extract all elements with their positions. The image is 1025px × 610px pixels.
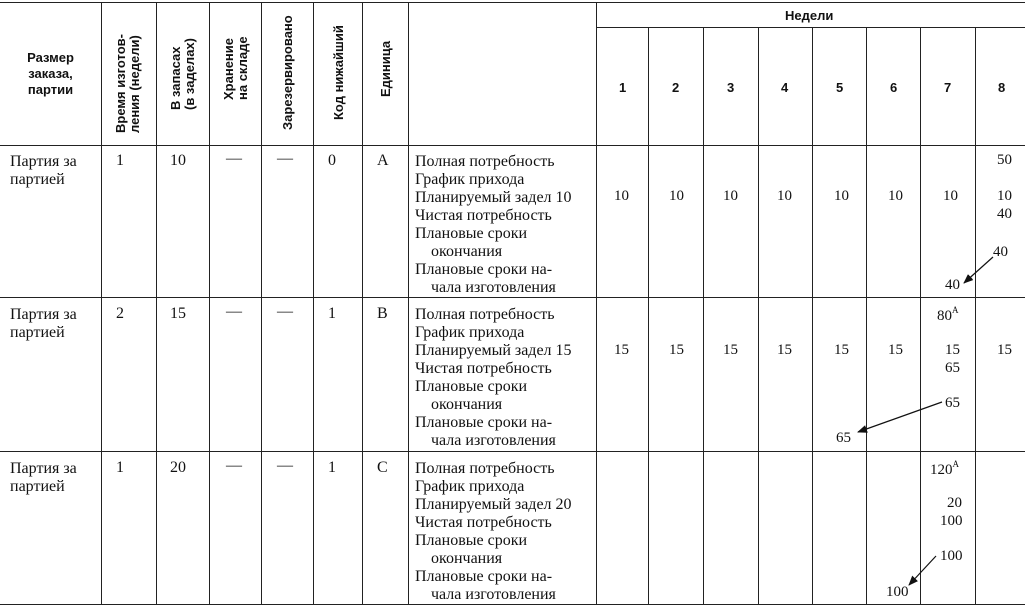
week-8: 8 <box>998 80 1006 95</box>
a-gross-w8: 50 <box>997 152 1012 168</box>
order-size-c: Партия за партией <box>10 460 77 495</box>
reserved-c: — <box>277 457 293 474</box>
c-net-w7: 100 <box>940 513 963 529</box>
a-planned-w1: 10 <box>614 188 629 204</box>
a-release-end-w8: 40 <box>993 244 1008 260</box>
a-planned-w5: 10 <box>834 188 849 204</box>
week-7: 7 <box>944 80 952 95</box>
b-planned-w5: 15 <box>834 342 849 358</box>
order-size-b: Партия за партией <box>10 306 77 341</box>
arrow-c <box>909 556 936 585</box>
storage-c: — <box>226 457 242 474</box>
c-gross-w7: $120^A$ <box>930 459 959 478</box>
b-planned-w3: 15 <box>723 342 738 358</box>
b-planned-w1: 15 <box>614 342 629 358</box>
a-planned-w6: 10 <box>888 188 903 204</box>
a-planned-w2: 10 <box>669 188 684 204</box>
c-gross-superscript: A <box>952 459 959 469</box>
a-net-w8: 40 <box>997 206 1012 222</box>
labels-a: Полная потребность График прихода Планируемый задел 10 Чистая потребность Плановые сроки окончания Плановые сроки на- чала изготовления <box>415 153 572 296</box>
stock-b: 15 <box>170 305 186 322</box>
in-stock-header: В запасах (в заделах) <box>168 38 197 110</box>
reserved-header: Зарезервировано <box>280 15 295 130</box>
a-planned-w3: 10 <box>723 188 738 204</box>
b-net-w7: 65 <box>945 360 960 376</box>
code-c: 1 <box>328 459 336 476</box>
labels-b: Полная потребность График прихода Планируемый задел 15 Чистая потребность Плановые сроки окончания Плановые сроки на- чала изготовления <box>415 306 572 449</box>
unit-header: Единица <box>378 40 393 97</box>
week-4: 4 <box>781 80 789 95</box>
b-start-w5: 65 <box>836 430 851 446</box>
a-planned-w8: 10 <box>997 188 1012 204</box>
lead-time-c: 1 <box>116 459 124 476</box>
week-5: 5 <box>836 80 844 95</box>
b-planned-w8: 15 <box>997 342 1012 358</box>
low-code-header: Код нижайший <box>331 25 346 120</box>
week-3: 3 <box>727 80 735 95</box>
arrow-b <box>858 402 942 432</box>
reserved-a: — <box>277 150 293 167</box>
arrow-a <box>964 257 993 283</box>
b-release-end-w7: 65 <box>945 395 960 411</box>
stock-c: 20 <box>170 459 186 476</box>
code-a: 0 <box>328 152 336 169</box>
unit-c: C <box>377 459 388 476</box>
week-6: 6 <box>890 80 898 95</box>
unit-a: A <box>377 152 389 169</box>
lead-time-b: 2 <box>116 305 124 322</box>
unit-b: B <box>377 305 388 322</box>
c-planned-w7: 20 <box>947 495 962 511</box>
a-planned-w4: 10 <box>777 188 792 204</box>
code-b: 1 <box>328 305 336 322</box>
week-2: 2 <box>672 80 680 95</box>
week-1: 1 <box>619 80 627 95</box>
storage-header: Хранение на складе <box>221 36 250 100</box>
weeks-title: Недели <box>785 8 834 23</box>
b-gross-w7: $80^A$ <box>937 305 959 324</box>
b-planned-w2: 15 <box>669 342 684 358</box>
order-size-header: Размер заказа, партии <box>27 50 74 97</box>
order-size-a: Партия за партией <box>10 153 77 188</box>
storage-b: — <box>226 303 242 320</box>
a-planned-w7: 10 <box>943 188 958 204</box>
c-start-w6: 100 <box>886 584 909 600</box>
c-release-end-w7: 100 <box>940 548 963 564</box>
lead-time-a: 1 <box>116 152 124 169</box>
b-planned-w6: 15 <box>888 342 903 358</box>
reserved-b: — <box>277 303 293 320</box>
lead-time-header: Время изготов- ления (недели) <box>113 34 142 133</box>
b-planned-w4: 15 <box>777 342 792 358</box>
b-planned-w7: 15 <box>945 342 960 358</box>
stock-a: 10 <box>170 152 186 169</box>
a-start-w7: 40 <box>945 277 960 293</box>
storage-a: — <box>226 150 242 167</box>
b-gross-superscript: A <box>952 305 959 315</box>
labels-c: Полная потребность График прихода Планируемый задел 20 Чистая потребность Плановые сроки окончания Плановые сроки на- чала изготовления <box>415 460 572 603</box>
